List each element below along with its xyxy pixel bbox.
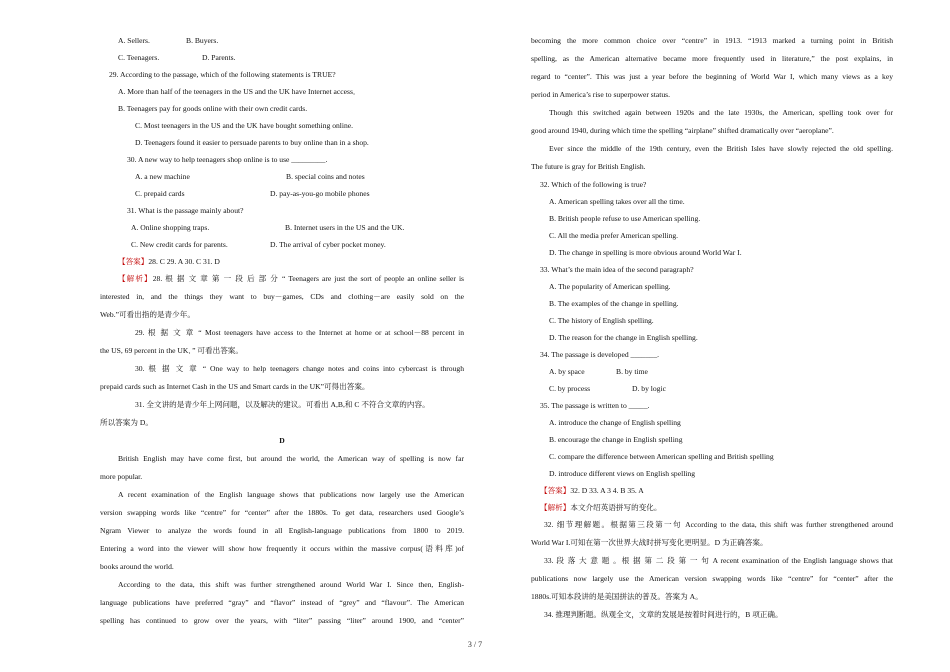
para1-line2: more popular. [100,472,143,481]
right-column [531,32,893,624]
q34-options-row2 [531,380,893,397]
q29-option-c: C. Most teenagers in the US and the UK have bought something online. [135,121,354,130]
para2-line2: version swapping words like “centre” for “center” after the 1880s. To get data, researchers used Google’s [100,508,464,517]
para3-cont-line1: becoming the more common choice over “centre” in 1913. “1913 marked a turning point in British [531,36,893,45]
analysis-28-line1 [100,270,464,288]
analysis-intro-line [531,499,893,516]
q32-option-b: B. British people refuse to use American spelling. [549,214,701,223]
q33-option-b: B. The examples of the change in spelling. [549,299,679,308]
q29-option-a: A. More than half of the teenagers in the US and the UK have Internet access． [118,87,361,96]
para2-line5: books around the world. [100,562,174,571]
para3-cont-line4: period in America’s rise to superpower status. [531,90,670,99]
answer-line-right [531,482,893,499]
q30-option-b: B. special coins and notes [286,172,365,181]
q30-option-d: D. pay-as-you-go mobile phones [270,189,370,198]
analysis-34-line: 34. 推理判断题。纵观全文，文章的发展是按着时间进行的，B 项正确。 [544,610,783,619]
q29-option-b: B. Teenagers pay for goods online with their own credit cards. [118,104,308,113]
q34-stem: 34. The passage is developed _______. [540,350,660,359]
q34-option-c: C. by process [549,384,591,393]
q32-option-d: D. The change in spelling is more obvious around World War I. [549,248,742,257]
analysis-29-line2: the US, 69 percent in the UK．” 可看出答案。 [100,346,243,355]
para5-line2: The future is gray for British English. [531,162,646,171]
q33-option-a: A. The popularity of American spelling. [549,282,671,291]
page-number: 3 / 7 [467,640,483,649]
q28-options-row1 [100,32,464,49]
q31-option-b: B. Internet users in the US and the UK. [285,223,405,232]
q34-option-b: B. by time [616,367,648,376]
q30-options-row1 [100,168,464,185]
q30-option-a: A. a new machine [135,172,190,181]
analysis-tag-right: 【解析】 [540,503,571,512]
q29-option-d: D. Teenagers found it easier to persuade parents to buy online than in a shop. [135,138,369,147]
q32-option-a: A. American spelling takes over all the time. [549,197,685,206]
q35-option-c: C. compare the difference between American spelling and British spelling [549,452,774,461]
para3-line2: language publications have preferred “gray” and “flavor” instead of “grey” and “flavour”. The American [100,598,464,607]
para2-line1: A recent examination of the English language shows that publications now largely use the American [118,490,464,499]
analysis-33-line1: 33. 段 落 大 意 题 。根 据 第 二 段 第 一 句 A recent examination of the English language shows that [544,556,893,565]
analysis-tag: 【解析】 [118,274,153,283]
analysis-28-line3: Web.”可看出指的是青少年。 [100,310,195,319]
q32-option-c: C. All the media prefer American spelling. [549,231,679,240]
q28-option-c: C. Teenagers. [118,53,160,62]
q35-option-a: A. introduce the change of English spelling [549,418,681,427]
para3-cont-line2: spelling, as the American alternative became more frequently used in literature,” the post explains, in [531,54,893,63]
para4-line2: good around 1940, during which time the spelling “airplane” shifted dramatically over “aeroplane”. [531,126,834,135]
analysis-28-text: 28. 根 据 文 章 第 一 段 后 部 分 “ Teenagers are just the sort of people an online seller is [152,274,465,283]
q34-options-row1 [531,363,893,380]
answer-tag: 【答案】 [118,257,149,266]
para5-line1: Ever since the middle of the 19th century, even the British Isles have slowly rejected the old spelling. [549,144,893,153]
para3-line3: spelling has continued to grow over the years, with “liter” passing “liter” around 1900, and “center” [100,616,464,625]
q31-option-c: C. New credit cards for parents. [131,240,228,249]
q33-option-d: D. The reason for the change in English spelling. [549,333,698,342]
answer-line [100,253,464,270]
q29-stem: 29. According to the passage, which of the following statements is TRUE? [109,70,336,79]
q28-options-row2 [100,49,464,66]
q31-options-row1 [100,219,464,236]
q30-options-row2 [100,185,464,202]
analysis-30-line2: prepaid cards such as Internet Cash in the US and Smart cards in the UK”可得出答案。 [100,382,370,391]
q31-option-a: A. Online shopping traps. [131,223,210,232]
analysis-intro-text: 本文介绍英语拼写的变化。 [570,503,662,512]
para4-line1: Though this switched again between 1920s and the late 1930s, the American, spelling took over for [549,108,893,117]
para2-line3: Ngram Viewer to analyze the words found in all English-language publications from 1800 to 2019. [100,526,464,535]
q30-option-c: C. prepaid cards [135,189,185,198]
q30-stem: 30. A new way to help teenagers shop online is to use _________. [127,155,328,164]
q28-option-a: A. Sellers. [118,36,150,45]
analysis-31-line1: 31. 全文讲的是青少年上网问题，以及解决的建议。可看出 A,B,和 C 不符合文章的内容。 [135,400,430,409]
q32-stem: 32. Which of the following is true? [540,180,647,189]
q34-option-d: D. by logic [632,384,666,393]
para1-line1: British English may have come first, but around the world, the American way of spelling is now far [118,454,464,463]
analysis-32-line1: 32. 细节理解题。根据第三段第一句 According to the data, this shift was further strengthened around [544,520,893,529]
para2-line4: Entering a word into the viewer will show how frequently it occurs within the massive corpus(语料库)of [100,544,464,553]
analysis-32-line2: World War I.可知在第一次世界大战时拼写变化更明显。D 为正确答案。 [531,538,768,547]
left-column [100,32,464,630]
para3-line1: According to the data, this shift was further strengthened around World War I. Since then, English- [118,580,464,589]
q35-option-b: B. encourage the change in English spelling [549,435,683,444]
q35-stem: 35. The passage is written to _____. [540,401,650,410]
answer-text-right: 32. D 33. A 3 4. B 35. A [570,486,644,495]
section-heading: D [279,436,285,445]
q34-option-a: A. by space [549,367,585,376]
q31-options-row2 [100,236,464,253]
q33-stem: 33. What’s the main idea of the second paragraph? [540,265,694,274]
analysis-28-line2: interested in, and the things they want to buy－games, CDs and clothing－are easily sold on the [100,292,464,301]
answer-text: 28. C 29. A 30. C 31. D [148,257,220,266]
q28-option-b: B. Buyers. [186,36,219,45]
q31-stem: 31. What is the passage mainly about? [127,206,244,215]
analysis-30-line1: 30. 根 据 文 章 “ One way to help teenagers change notes and coins into cybercast is through [135,364,464,373]
analysis-29-line1: 29. 根 据 文 章 “ Most teenagers have access to the Internet at home or at school－88 percent in [135,328,464,337]
q33-option-c: C. The history of English spelling. [549,316,654,325]
q28-option-d: D. Parents. [202,53,236,62]
analysis-33-line3: 1880s.可知本段讲的是美国拼法的普及。答案为 A。 [531,592,703,601]
answer-tag-right: 【答案】 [540,486,571,495]
q35-option-d: D. introduce different views on English spelling [549,469,696,478]
analysis-31-line2: 所以答案为 D。 [100,418,153,427]
q31-option-d: D. The arrival of cyber pocket money. [270,240,386,249]
para3-cont-line3: regard to “center”. This was just a year before the beginning of World War I, which many views as a key [531,72,893,81]
analysis-33-line2: publications now largely use the American version swapping words like “centre” for “center” after the [531,574,893,583]
